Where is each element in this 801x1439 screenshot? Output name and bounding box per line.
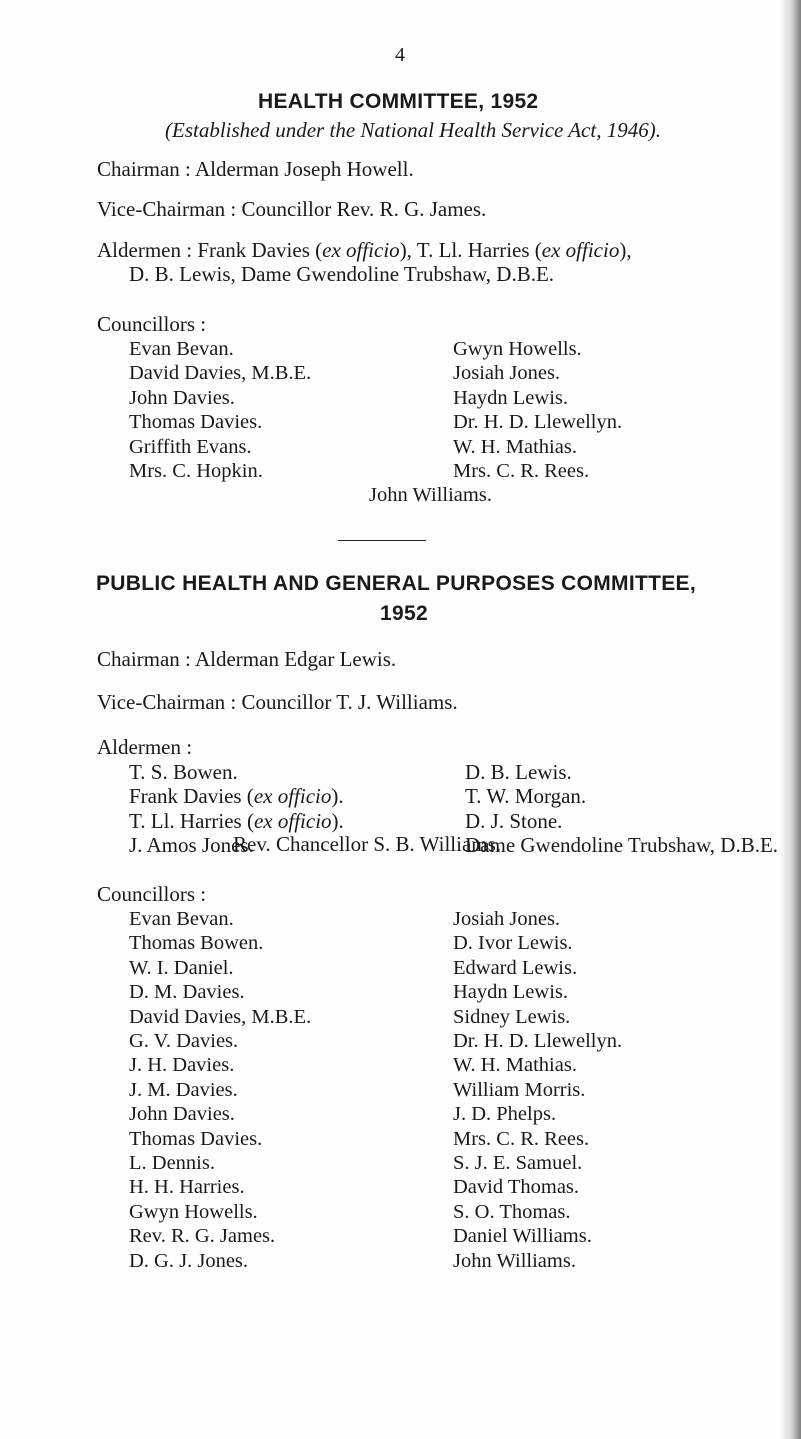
list-item: Mrs. C. Hopkin. [129, 460, 263, 483]
list-item: H. H. Harries. [129, 1176, 245, 1199]
public-health-aldermen-right-list [465, 760, 778, 858]
list-item: D. B. Lewis. [465, 760, 572, 784]
list-item: T. Ll. Harries (ex officio). [129, 808, 344, 833]
list-item: Thomas Bowen. [129, 932, 264, 955]
health-councillors-right-list [453, 337, 622, 483]
public-health-councillors-right-list [453, 907, 622, 1273]
list-item: Edward Lewis. [453, 956, 578, 979]
list-item: T. S. Bowen. [129, 760, 238, 784]
list-item: D. J. Stone. [465, 808, 563, 833]
public-health-committee-title: PUBLIC HEALTH AND GENERAL PURPOSES COMMITTEE, [96, 572, 696, 595]
public-health-councillors-label: Councillors : [97, 882, 207, 906]
list-item: Gwyn Howells. [129, 1200, 258, 1223]
list-item: John Davies. [129, 1103, 235, 1126]
list-item: Daniel Williams. [453, 1225, 592, 1248]
list-item: William Morris. [453, 1078, 586, 1101]
public-health-chairman: Chairman : Alderman Edgar Lewis. [97, 647, 397, 671]
list-item: Dr. H. D. Llewellyn. [453, 411, 623, 434]
list-item: John Davies. [129, 386, 235, 409]
list-item: G. V. Davies. [129, 1030, 239, 1053]
health-chairman: Chairman : Alderman Joseph Howell. [97, 157, 414, 181]
list-item: W. H. Mathias. [453, 1054, 577, 1077]
list-item: Mrs. C. R. Rees. [453, 460, 590, 483]
list-item: Thomas Davies. [129, 1127, 263, 1150]
list-item: Rev. R. G. James. [129, 1225, 276, 1248]
health-councillors-last: John Williams. [369, 484, 492, 506]
list-item: Gwyn Howells. [453, 338, 582, 360]
list-item: D. Ivor Lewis. [453, 932, 573, 955]
list-item: Josiah Jones. [453, 362, 561, 385]
page-number: 4 [395, 44, 405, 66]
list-item: J. Amos Jones. [129, 833, 254, 858]
health-councillors-left-list [129, 337, 311, 483]
list-item: D. M. Davies. [129, 981, 245, 1004]
health-councillors-label: Councillors : [97, 312, 207, 336]
list-item: David Davies, M.B.E. [129, 362, 312, 385]
list-item: Evan Bevan. [129, 338, 234, 360]
health-aldermen-line1: Aldermen : Frank Davies (ex officio), T. Ll. Harries (ex officio), [97, 238, 632, 262]
list-item: Sidney Lewis. [453, 1005, 571, 1028]
list-item: Josiah Jones. [453, 908, 561, 930]
health-committee-subtitle: (Established under the National Health Service Act, 1946). [165, 118, 661, 142]
page-edge-shadow [779, 0, 801, 1439]
list-item: J. D. Phelps. [453, 1103, 557, 1126]
list-item: Dr. H. D. Llewellyn. [453, 1030, 623, 1053]
list-item: D. G. J. Jones. [129, 1249, 249, 1272]
health-aldermen-line2: D. B. Lewis, Dame Gwendoline Trubshaw, D.B.E. [129, 262, 555, 286]
list-item: Thomas Davies. [129, 411, 263, 434]
list-item: John Williams. [453, 1249, 576, 1272]
list-item: W. H. Mathias. [453, 435, 577, 458]
public-health-aldermen-label: Aldermen : [97, 735, 193, 759]
list-item: J. H. Davies. [129, 1054, 235, 1077]
list-item: David Davies, M.B.E. [129, 1005, 312, 1028]
public-health-vice-chairman: Vice-Chairman : Councillor T. J. Williams. [97, 690, 458, 714]
list-item: L. Dennis. [129, 1152, 215, 1175]
list-item: J. M. Davies. [129, 1078, 238, 1101]
list-item: S. J. E. Samuel. [453, 1152, 583, 1175]
list-item: Frank Davies (ex officio). [129, 784, 344, 809]
list-item: W. I. Daniel. [129, 956, 234, 979]
list-item: Haydn Lewis. [453, 981, 569, 1004]
health-committee-title: HEALTH COMMITTEE, 1952 [258, 90, 539, 113]
public-health-councillors-left-list [129, 907, 311, 1273]
public-health-aldermen-last: Rev. Chancellor S. B. Williams. [233, 832, 502, 856]
list-item: Haydn Lewis. [453, 386, 569, 409]
list-item: Evan Bevan. [129, 908, 234, 930]
list-item: Dame Gwendoline Trubshaw, D.B.E. [465, 833, 779, 858]
section-divider [338, 540, 426, 541]
list-item: T. W. Morgan. [465, 784, 587, 809]
list-item: S. O. Thomas. [453, 1200, 571, 1223]
health-vice-chairman: Vice-Chairman : Councillor Rev. R. G. James. [97, 197, 487, 221]
list-item: Mrs. C. R. Rees. [453, 1127, 590, 1150]
public-health-committee-year: 1952 [380, 602, 428, 625]
list-item: Griffith Evans. [129, 435, 252, 458]
list-item: David Thomas. [453, 1176, 580, 1199]
